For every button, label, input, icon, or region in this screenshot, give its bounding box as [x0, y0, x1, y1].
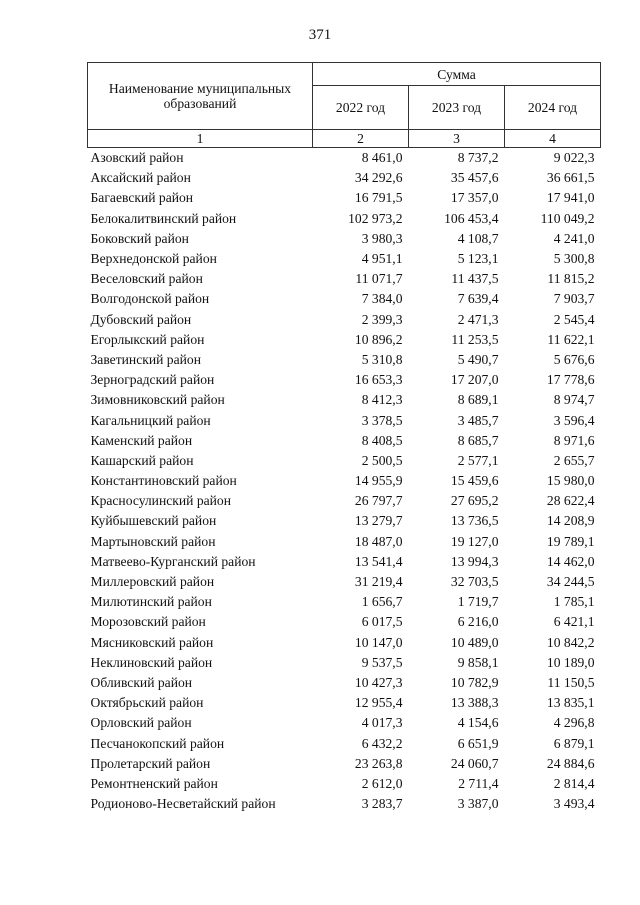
- column-index: 4: [505, 130, 601, 148]
- value-2024: 2 814,4: [553, 775, 595, 791]
- header-year-2024: 2024 год: [505, 86, 601, 130]
- header-year-2023: 2023 год: [409, 86, 505, 130]
- value-2024: 10 842,2: [546, 634, 595, 650]
- value-2023: 19 127,0: [450, 533, 499, 549]
- value-2022: 6 017,5: [361, 614, 403, 630]
- table-header: [88, 63, 601, 148]
- district-name: Багаевский район: [90, 190, 194, 206]
- value-2024: 4 241,0: [553, 230, 595, 246]
- table-row: [88, 491, 601, 511]
- value-2023: 35 457,6: [450, 170, 499, 186]
- value-2024: 2 655,7: [553, 452, 595, 468]
- column-index: 3: [409, 130, 505, 148]
- district-name: Куйбышевский район: [90, 513, 217, 529]
- value-2024: 6 421,1: [553, 614, 595, 630]
- table-row: [88, 168, 601, 188]
- table-row: [88, 350, 601, 370]
- value-2022: 102 973,2: [348, 210, 403, 226]
- value-2023: 8 737,2: [457, 150, 499, 166]
- value-2023: 2 577,1: [457, 452, 499, 468]
- column-index: 1: [88, 130, 313, 148]
- value-2023: 11 437,5: [451, 271, 499, 287]
- value-2024: 11 622,1: [547, 331, 595, 347]
- table-row: [88, 754, 601, 774]
- district-name: Орловский район: [90, 715, 192, 731]
- value-2024: 14 208,9: [546, 513, 595, 529]
- value-2024: 14 462,0: [546, 553, 595, 569]
- table-row: [88, 451, 601, 471]
- district-name: Мясниковский район: [90, 634, 214, 650]
- value-2022: 3 980,3: [361, 230, 403, 246]
- value-2023: 2 471,3: [457, 311, 499, 327]
- page-number: 371: [308, 27, 332, 43]
- table-row: [88, 794, 601, 814]
- value-2024: 10 189,0: [546, 654, 595, 670]
- value-2022: 12 955,4: [354, 695, 403, 711]
- value-2022: 8 412,3: [361, 392, 403, 408]
- value-2022: 8 408,5: [361, 432, 403, 448]
- district-name: Боковский район: [90, 230, 189, 246]
- value-2022: 9 537,5: [361, 654, 403, 670]
- district-name: Матвеево-Курганский район: [90, 553, 256, 569]
- value-2022: 7 384,0: [361, 291, 403, 307]
- value-2022: 1 656,7: [361, 594, 403, 610]
- district-name: Егорлыкский район: [90, 331, 205, 347]
- table-row: [88, 431, 601, 451]
- value-2022: 10 896,2: [354, 331, 403, 347]
- value-2023: 9 858,1: [457, 654, 499, 670]
- value-2023: 13 994,3: [450, 553, 499, 569]
- value-2023: 6 651,9: [457, 735, 499, 751]
- value-2024: 19 789,1: [546, 533, 595, 549]
- table-row: [88, 693, 601, 713]
- value-2023: 7 639,4: [457, 291, 499, 307]
- district-name: Дубовский район: [90, 311, 192, 327]
- district-name: Кагальницкий район: [90, 412, 211, 428]
- value-2022: 2 612,0: [361, 775, 403, 791]
- value-2023: 32 703,5: [450, 574, 499, 590]
- value-2024: 17 941,0: [546, 190, 595, 206]
- value-2022: 23 263,8: [354, 755, 403, 771]
- district-name: Ремонтненский район: [90, 775, 218, 791]
- table-row: [88, 249, 601, 269]
- table-row: [88, 673, 601, 693]
- district-name: Константиновский район: [90, 473, 237, 489]
- value-2024: 2 545,4: [553, 311, 595, 327]
- value-2024: 13 835,1: [546, 695, 595, 711]
- district-name: Неклиновский район: [90, 654, 213, 670]
- value-2024: 4 296,8: [553, 715, 595, 731]
- value-2022: 10 427,3: [354, 674, 403, 690]
- value-2024: 8 971,6: [553, 432, 595, 448]
- table-row: [88, 653, 601, 673]
- value-2022: 6 432,2: [361, 735, 403, 751]
- value-2022: 5 310,8: [361, 351, 403, 367]
- budget-table: [87, 62, 601, 814]
- value-2023: 13 736,5: [450, 513, 499, 529]
- table-row: [88, 511, 601, 531]
- district-name: Белокалитвинский район: [90, 210, 237, 226]
- value-2022: 11 071,7: [355, 271, 403, 287]
- value-2022: 13 541,4: [354, 553, 403, 569]
- value-2022: 16 653,3: [354, 372, 403, 388]
- value-2024: 11 815,2: [547, 271, 595, 287]
- district-name: Октябрьский район: [90, 695, 204, 711]
- value-2024: 8 974,7: [553, 392, 595, 408]
- value-2022: 4 017,3: [361, 715, 403, 731]
- value-2022: 8 461,0: [361, 150, 403, 166]
- table-row: [88, 713, 601, 733]
- header-year-2022: 2022 год: [313, 86, 409, 130]
- value-2023: 3 485,7: [457, 412, 499, 428]
- value-2022: 18 487,0: [354, 533, 403, 549]
- table-row: [88, 330, 601, 350]
- value-2024: 3 596,4: [553, 412, 595, 428]
- value-2022: 3 378,5: [361, 412, 403, 428]
- value-2024: 7 903,7: [553, 291, 595, 307]
- table-row: [88, 370, 601, 390]
- value-2023: 3 387,0: [457, 796, 499, 812]
- district-name: Мартыновский район: [90, 533, 216, 549]
- value-2022: 31 219,4: [354, 574, 403, 590]
- value-2023: 6 216,0: [457, 614, 499, 630]
- value-2023: 27 695,2: [450, 493, 499, 509]
- value-2022: 3 283,7: [361, 796, 403, 812]
- district-name: Веселовский район: [90, 271, 203, 287]
- value-2024: 5 676,6: [553, 351, 595, 367]
- district-name: Азовский район: [90, 150, 184, 166]
- table-row: [88, 188, 601, 208]
- column-index: 2: [313, 130, 409, 148]
- value-2023: 8 685,7: [457, 432, 499, 448]
- value-2024: 28 622,4: [546, 493, 595, 509]
- value-2024: 11 150,5: [547, 674, 595, 690]
- value-2024: 1 785,1: [553, 594, 595, 610]
- value-2022: 34 292,6: [354, 170, 403, 186]
- table-row: [88, 209, 601, 229]
- value-2023: 2 711,4: [458, 775, 499, 791]
- value-2023: 5 123,1: [457, 251, 499, 267]
- district-name: Милютинский район: [90, 594, 212, 610]
- table-row: [88, 572, 601, 592]
- table-row: [88, 148, 601, 169]
- value-2023: 24 060,7: [450, 755, 499, 771]
- value-2024: 34 244,5: [546, 574, 595, 590]
- value-2023: 11 253,5: [451, 331, 499, 347]
- value-2022: 16 791,5: [354, 190, 403, 206]
- table-row: [88, 410, 601, 430]
- value-2024: 24 884,6: [546, 755, 595, 771]
- value-2022: 13 279,7: [354, 513, 403, 529]
- value-2024: 17 778,6: [546, 372, 595, 388]
- value-2022: 14 955,9: [354, 473, 403, 489]
- table-row: [88, 592, 601, 612]
- district-name: Зерноградский район: [90, 372, 215, 388]
- value-2024: 110 049,2: [540, 210, 595, 226]
- table-body: [88, 148, 601, 815]
- table-row: [88, 310, 601, 330]
- district-name: Обливский район: [90, 674, 193, 690]
- district-name: Морозовский район: [90, 614, 206, 630]
- value-2023: 5 490,7: [457, 351, 499, 367]
- value-2023: 15 459,6: [450, 473, 499, 489]
- value-2023: 4 108,7: [457, 230, 499, 246]
- table-row: [88, 633, 601, 653]
- table-row: [88, 733, 601, 753]
- table-row: [88, 289, 601, 309]
- value-2024: 15 980,0: [546, 473, 595, 489]
- value-2023: 10 782,9: [450, 674, 499, 690]
- value-2023: 4 154,6: [457, 715, 499, 731]
- table-row: [88, 269, 601, 289]
- district-name: Заветинский район: [90, 351, 201, 367]
- table-row: [88, 774, 601, 794]
- column-index-row: [88, 130, 601, 148]
- table-row: [88, 229, 601, 249]
- district-name: Зимовниковский район: [90, 392, 225, 408]
- header-sum-column: Сумма: [313, 63, 601, 86]
- value-2024: 6 879,1: [553, 735, 595, 751]
- value-2022: 10 147,0: [354, 634, 403, 650]
- value-2023: 17 357,0: [450, 190, 499, 206]
- value-2022: 2 500,5: [361, 452, 403, 468]
- district-name: Песчанокопский район: [90, 735, 225, 751]
- value-2023: 1 719,7: [457, 594, 499, 610]
- table-row: [88, 612, 601, 632]
- district-name: Каменский район: [90, 432, 193, 448]
- header-name-column: Наименование муниципальных образований: [88, 63, 313, 130]
- value-2024: 36 661,5: [546, 170, 595, 186]
- value-2023: 10 489,0: [450, 634, 499, 650]
- table-row: [88, 552, 601, 572]
- district-name: Волгодонской район: [90, 291, 210, 307]
- value-2023: 13 388,3: [450, 695, 499, 711]
- table-row: [88, 471, 601, 491]
- district-name: Красносулинский район: [90, 493, 231, 509]
- value-2022: 26 797,7: [354, 493, 403, 509]
- value-2022: 2 399,3: [361, 311, 403, 327]
- value-2024: 9 022,3: [553, 150, 595, 166]
- value-2023: 8 689,1: [457, 392, 499, 408]
- value-2024: 3 493,4: [553, 796, 595, 812]
- district-name: Аксайский район: [90, 170, 191, 186]
- value-2022: 4 951,1: [361, 251, 403, 267]
- table-row: [88, 532, 601, 552]
- district-name: Кашарский район: [90, 452, 194, 468]
- district-name: Родионово-Несветайский район: [90, 796, 276, 812]
- district-name: Пролетарский район: [90, 755, 211, 771]
- table-row: [88, 390, 601, 410]
- value-2023: 106 453,4: [444, 210, 499, 226]
- value-2024: 5 300,8: [553, 251, 595, 267]
- district-name: Верхнедонской район: [90, 251, 217, 267]
- district-name: Миллеровский район: [90, 574, 215, 590]
- value-2023: 17 207,0: [450, 372, 499, 388]
